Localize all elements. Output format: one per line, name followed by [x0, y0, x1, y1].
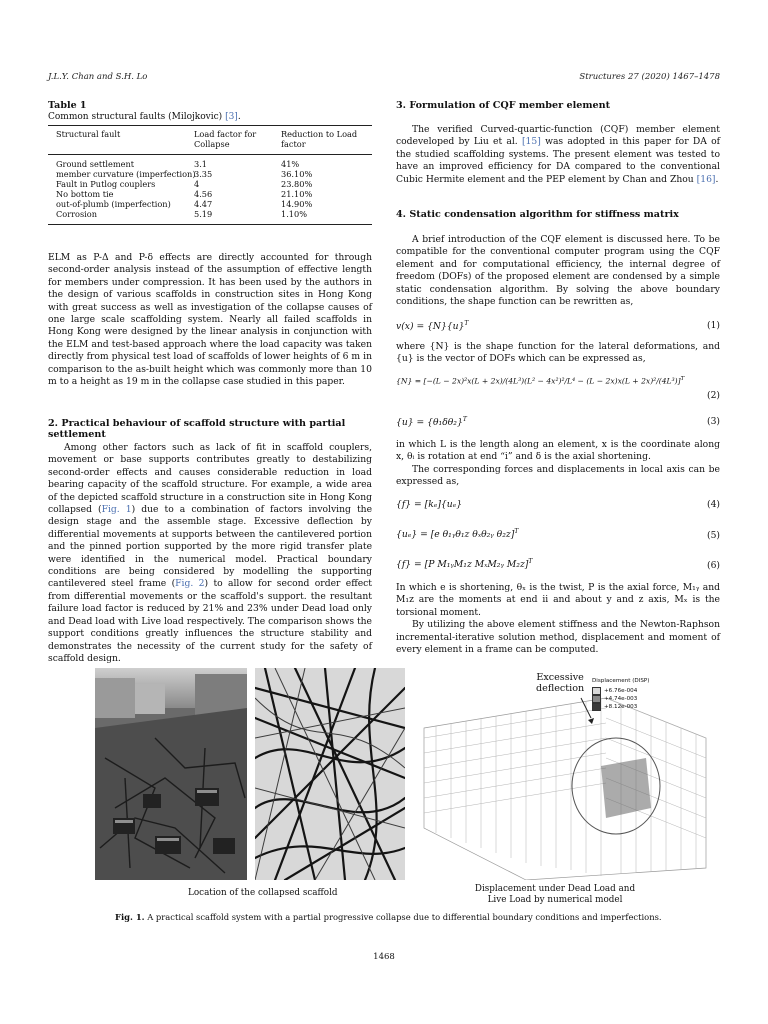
citation-link[interactable]: [16] — [696, 173, 716, 185]
excessive-deflection-annotation — [536, 672, 584, 694]
table-cell: 41% — [281, 159, 300, 169]
paragraph: ELM as P-Δ and P-δ effects are directly accounted for through second-order analysis instead of the assumption of effective length for members under compression. It has been used by the authors in the design of various scaffolds in construction sites in Hong Kong with great success as well as investigation of the collapse causes of one large scale scaffolding system. Nearly all failed scaffolds in Hong Kong were designed by the linear analysis in conjunction with the ELM and test-based approach where the load capacity was taken directly from physical test load of scaffolds of lower heights of 6 m in comparison to the as-built height which was commonly more than 10 m to a height as 19 m in the collapse case studied in this paper. — [48, 252, 372, 388]
table-cell: 21.10% — [281, 189, 313, 199]
table-row — [56, 179, 372, 189]
paragraph: in which L is the length along an element, x is the coordinate along x, θᵢ is rotation at end “i” and δ is the axial shortening. — [396, 439, 720, 463]
text-run: Among other factors such as lack of fit in scaffold couplers, movement or base supports contributes greatly to destabilizing second-order effects and causes considerable reduction in load bearing capacity of the scaffold structure. For example, a wide area of the depicted scaffold structure in a construction site in Hong Kong collapsed ( — [48, 442, 372, 516]
page-number: 1468 — [373, 952, 395, 962]
equation-superscript: T — [514, 528, 519, 535]
text-run: ) due to a combination of factors involving the design stage and the assemble stage. Excessive deflection by differential movements at supports between the cantilevered portion and the pinned portion supported by the more rigid transfer plate were identified in the numerical model. Practical boundary conditions are being considered by modelling the supporting cantilevered steel frame ( — [48, 504, 373, 590]
table-row — [56, 159, 372, 169]
section-3-heading: 3. Formulation of CQF member element — [396, 100, 611, 111]
left-intro-paragraph — [48, 252, 372, 388]
equation-number: (2) — [706, 390, 720, 401]
section-2-body — [48, 442, 372, 665]
site-photo — [95, 668, 247, 880]
equation-text: {u} = {θ₁δθ₂} — [396, 417, 463, 429]
equation-number: (4) — [706, 499, 720, 510]
figure-caption-text: A practical scaffold system with a partial progressive collapse due to differential boundary conditions and imperfections. — [144, 912, 662, 922]
text-run: was adopted in this paper for DA of the studied scaffolding systems. The present element was tested to have an improved efficiency for DA compared to the conventional Cubic Hermite element and the PEP element by Chan and Zhou — [396, 136, 720, 185]
equation-number: (6) — [706, 560, 720, 571]
table-header-fault: Structural fault — [56, 129, 121, 139]
table-row — [56, 189, 372, 199]
equation-number: (1) — [706, 320, 720, 331]
section-4-para-5 — [396, 582, 720, 656]
table-cell: 3.1 — [194, 159, 208, 169]
paragraph: The corresponding forces and displacements in local axis can be expressed as, — [396, 463, 720, 488]
figure-caption — [115, 912, 675, 922]
legend-label: +6.76e-004 — [604, 687, 638, 694]
legend-swatch — [592, 687, 601, 695]
equation-6 — [396, 558, 532, 570]
table-header-reduction: Reduction to Load factor — [281, 129, 358, 149]
table-cell: No bottom tie — [56, 189, 114, 199]
collapsed-scaffold-photo — [255, 668, 405, 880]
displacement-legend — [592, 678, 702, 711]
collapsed-scaffold-image — [255, 668, 405, 880]
legend-title: Displacement (DISP) — [592, 678, 650, 684]
figure-link[interactable]: Fig. 2 — [175, 578, 205, 590]
equation-1 — [396, 320, 468, 332]
equation-text: {N} = [−(L − 2x)²x(L + 2x)/(4L³)(L² − 4x²)²/L⁴ − (L − 2x)x(L + 2x)²/(4L³)] — [396, 376, 681, 386]
text-run: ) to allow for second order effect from differential movements or the scaffold's support. the resultant failure load factor is reduced by 21% and 23% under Dead load only and Dead load with Live load respectively. The comparison shows the support conditions greatly influences the structure stability and demonstrates the necessity of the current study for the safety of scaffold design. — [48, 578, 373, 664]
table-caption — [48, 112, 372, 122]
figure-label-line: Live Load by numerical model — [487, 894, 623, 905]
annotation-line: Excessive — [536, 672, 584, 683]
paragraph: In which e is shortening, θₓ is the twist, P is the axial force, M₁ᵧ and M₁z are the moments at end ii and about y and z axis, Mₓ is the torsional moment. — [396, 582, 720, 618]
table-cell: member curvature (imperfection) — [56, 169, 196, 179]
table-caption-ref[interactable]: [3] — [225, 112, 238, 122]
site-photo-image — [95, 668, 247, 880]
table-caption-text: Common structural faults (Milojkovic) — [48, 112, 226, 122]
table-1 — [48, 100, 372, 122]
table-cell: 23.80% — [281, 179, 313, 189]
table-cell: 4.47 — [194, 199, 213, 209]
table-bottom-rule — [48, 224, 372, 225]
table-cell: 36.10% — [281, 169, 313, 179]
paragraph: where {N} is the shape function for the lateral deformations, and {u} is the vector of DOFs which can be expressed as, — [396, 341, 720, 365]
equation-superscript: T — [462, 416, 467, 423]
paragraph — [48, 442, 372, 665]
legend-swatch — [592, 703, 601, 711]
legend-label: +8.12e-003 — [604, 703, 638, 710]
table-cell: Fault in Putlog couplers — [56, 179, 156, 189]
table-cell: 5.19 — [194, 209, 213, 219]
table-cell: Ground settlement — [56, 159, 135, 169]
section-4-para-3 — [396, 439, 720, 489]
table-header-rule — [48, 154, 372, 155]
equation-superscript: T — [464, 320, 469, 327]
citation-link[interactable]: [15] — [521, 136, 541, 148]
equation-2 — [396, 376, 720, 386]
equation-text: {uₑ} = [e θ₁ᵧθ₁z θₓθ₂ᵧ θ₂z] — [396, 529, 515, 541]
annotation-line: deflection — [536, 683, 585, 694]
table-body — [56, 159, 372, 219]
figure-label-left: Location of the collapsed scaffold — [188, 888, 338, 898]
equation-5 — [396, 528, 518, 540]
table-cell: 14.90% — [281, 199, 313, 209]
section-3-body — [396, 124, 720, 186]
section-4-intro — [396, 234, 720, 308]
paragraph: A brief introduction of the CQF element is discussed here. To be compatible for the conventional computer program using the CQF element and for computational efficiency, the internal degree of freedom (DOFs) of the proposed element are condensed by a simple static condensation algorithm. By solving the above boundary conditions, the shape function can be rewritten as, — [396, 234, 720, 308]
figure-label-right — [470, 884, 640, 905]
table-row — [56, 169, 372, 179]
legend-item — [592, 687, 702, 695]
table-label: Table 1 — [48, 100, 87, 111]
equation-3 — [396, 416, 467, 428]
equation-superscript: T — [680, 376, 685, 382]
table-cell: out-of-plumb (imperfection) — [56, 199, 171, 209]
table-row — [56, 209, 372, 219]
table-top-rule — [48, 125, 372, 126]
table-cell: Corrosion — [56, 209, 97, 219]
legend-label: +4.74e-003 — [604, 695, 638, 702]
section-2-heading: 2. Practical behaviour of scaffold structure with partial settlement — [48, 418, 346, 440]
running-header-authors: J.L.Y. Chan and S.H. Lo — [48, 72, 148, 82]
table-header-load-factor: Load factor for Collapse — [194, 129, 257, 149]
legend-item — [592, 703, 702, 711]
section-4-heading: 4. Static condensation algorithm for stiffness matrix — [396, 209, 679, 220]
table-cell: 4 — [194, 179, 200, 189]
table-cell: 4.56 — [194, 189, 213, 199]
text-run: The verified Curved-quartic-function (CQF) member element codeveloped by Liu et al. — [396, 124, 720, 148]
table-caption-end: . — [237, 112, 241, 122]
legend-swatch — [592, 695, 601, 703]
equation-superscript: T — [528, 558, 533, 565]
section-4-para-2 — [396, 341, 720, 366]
table-cell: 1.10% — [281, 209, 308, 219]
figure-link[interactable]: Fig. 1 — [101, 504, 132, 516]
equation-text: {f} = [P M₁ᵧM₁z MₓM₂ᵧ M₂z] — [396, 559, 529, 571]
equation-number: (5) — [706, 530, 720, 541]
running-header-journal: Structures 27 (2020) 1467–1478 — [579, 72, 720, 82]
text-run: . — [715, 173, 719, 185]
figure-caption-label: Fig. 1. — [115, 912, 145, 922]
equation-text: v(x) = {N}{u} — [396, 321, 465, 333]
legend-item — [592, 695, 702, 703]
paragraph: By utilizing the above element stiffness and the Newton-Raphson incremental-iterative solution method, displacement and moment of every element in a frame can be computed. — [396, 619, 720, 656]
table-row — [56, 199, 372, 209]
paragraph — [396, 124, 720, 186]
equation-number: (3) — [706, 416, 720, 427]
table-cell: 3.35 — [194, 169, 213, 179]
equation-4: {f} = [kₑ]{uₑ} — [396, 499, 463, 510]
figure-label-line: Displacement under Dead Load and — [474, 884, 636, 894]
